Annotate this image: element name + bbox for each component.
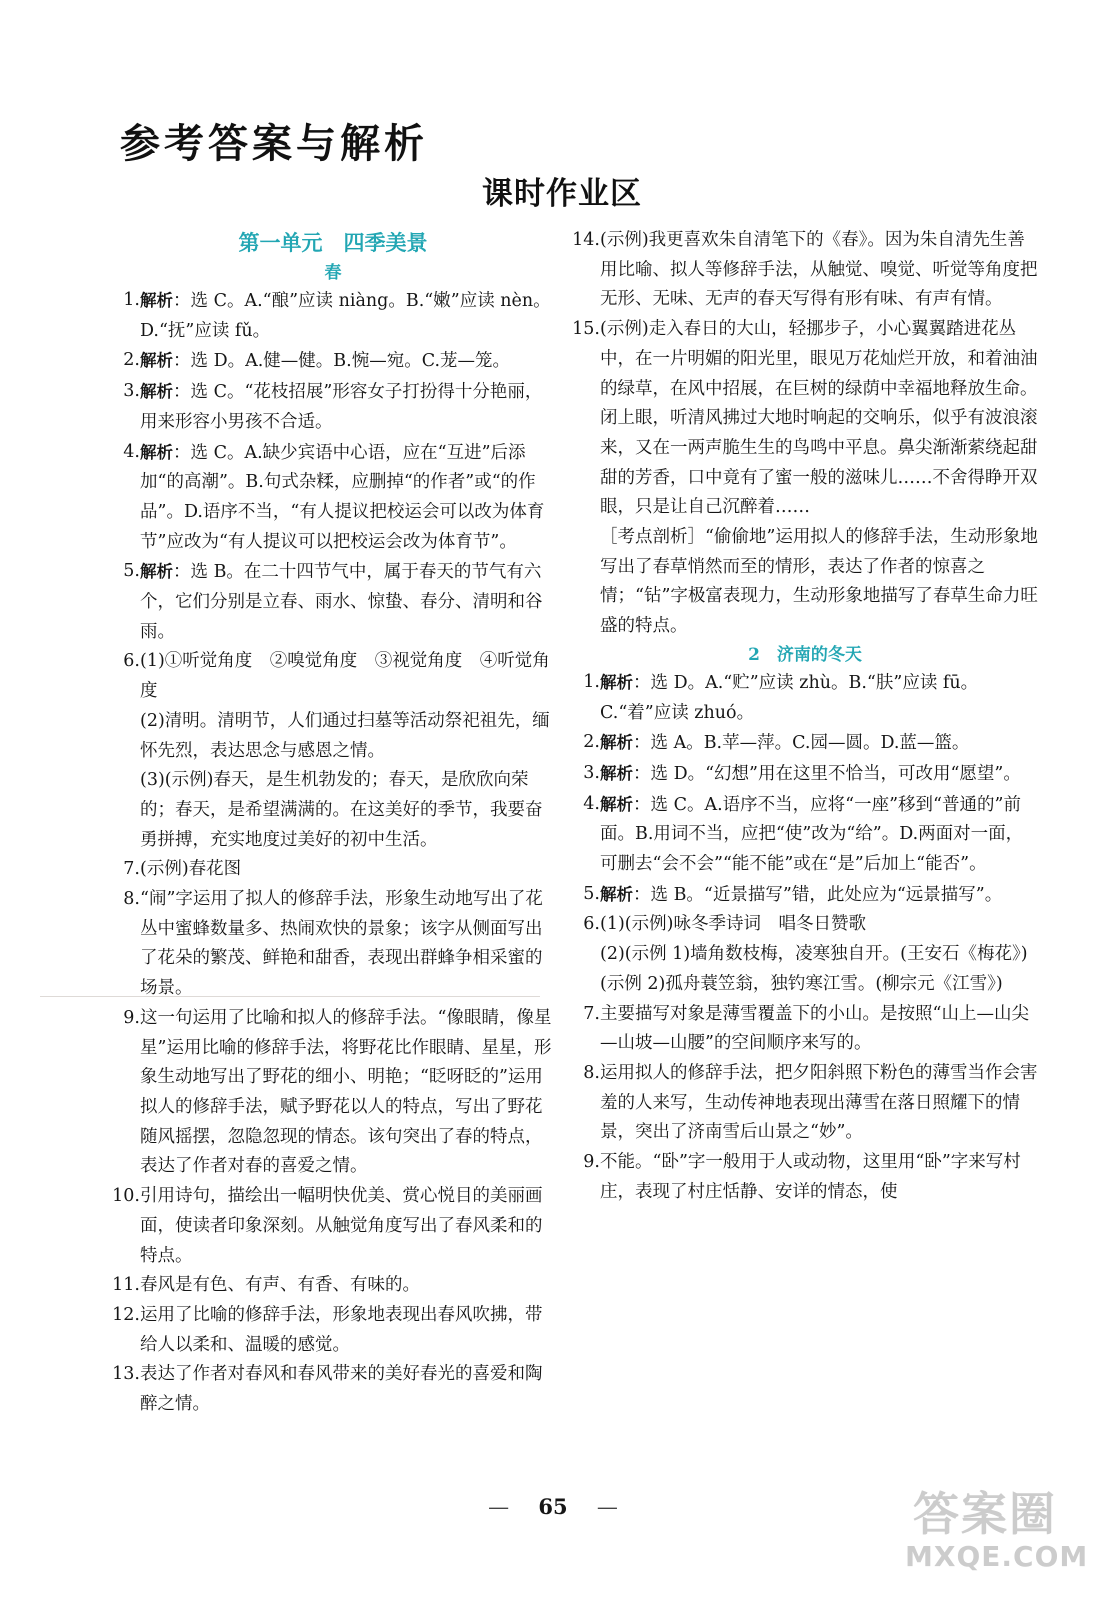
item-number: 8. bbox=[583, 1062, 600, 1083]
item-text: ：选 C。“花枝招展”形容女子打扮得十分艳丽，用来形容小男孩不合适。 bbox=[140, 382, 543, 432]
analysis-label: 解析 bbox=[600, 733, 633, 753]
item-body bbox=[140, 377, 556, 437]
lesson-title: 2 济南的冬天 bbox=[748, 644, 862, 665]
item-number: 1. bbox=[123, 290, 140, 310]
answer-item bbox=[570, 910, 1040, 999]
item-body bbox=[140, 438, 556, 558]
item-text: (2)清明。清明节，人们通过扫墓等活动祭祀祖先，缅怀先烈，表达思念与感恩之情。 bbox=[140, 710, 550, 761]
analysis-label: 解析 bbox=[140, 442, 173, 462]
answer-item bbox=[110, 1182, 556, 1271]
item-body bbox=[140, 286, 556, 346]
item-line bbox=[140, 557, 556, 647]
answer-list bbox=[570, 226, 1040, 642]
answer-item bbox=[570, 315, 1040, 642]
item-number: 15. bbox=[572, 319, 600, 340]
item-line bbox=[600, 790, 1040, 880]
item-body bbox=[140, 1004, 556, 1182]
analysis-label: 解析 bbox=[600, 672, 633, 692]
item-body bbox=[600, 1148, 1040, 1207]
answer-item bbox=[110, 647, 556, 855]
item-number: 2. bbox=[123, 350, 140, 371]
item-line bbox=[600, 668, 1040, 728]
item-text: (示例 2)孤舟蓑笠翁，独钓寒江雪。(柳宗元《江雪》) bbox=[600, 973, 1003, 994]
item-body bbox=[600, 728, 1040, 759]
item-line bbox=[140, 1004, 556, 1182]
item-line bbox=[600, 940, 1040, 970]
item-line bbox=[140, 377, 556, 437]
answer-list bbox=[570, 668, 1040, 1208]
watermark-chars: 答案圈 bbox=[913, 1487, 1057, 1541]
item-body bbox=[140, 1360, 556, 1419]
item-body bbox=[600, 1000, 1040, 1059]
answer-item bbox=[110, 1004, 556, 1182]
item-text: ：选 B。“近景描写”错，此处应为“远景描写”。 bbox=[633, 884, 1003, 905]
item-body bbox=[600, 790, 1040, 880]
item-line bbox=[140, 438, 556, 558]
answer-item bbox=[570, 759, 1040, 790]
answer-item bbox=[570, 1148, 1040, 1207]
item-text: 运用了比喻的修辞手法，形象地表现出春风吹拂，带给人以柔和、温暖的感觉。 bbox=[140, 1304, 543, 1355]
section-title: 课时作业区 bbox=[482, 176, 642, 212]
item-body bbox=[140, 885, 556, 1004]
item-text: (示例)走入春日的大山，轻挪步子，小心翼翼踏进花丛中，在一片明媚的阳光里，眼见万花灿烂开放，和着油油的绿草，在风中招展，在巨树的绿荫中幸福地释放生命。闭上眼，听清风拂过大地时响起的交响乐，似乎有波浪滚来，又在一两声脆生生的鸟鸣中平息。鼻尖渐渐萦绕起甜甜的芳香，口中竟有了蜜一般的滋味儿……不舍得睁开双眼，只是让自己沉醉着…… bbox=[600, 319, 1038, 518]
answer-item bbox=[570, 790, 1040, 880]
item-number: 8. bbox=[123, 889, 140, 910]
item-body bbox=[600, 880, 1040, 911]
right-column bbox=[570, 226, 1040, 1208]
item-line bbox=[140, 1182, 556, 1271]
item-line bbox=[140, 1360, 556, 1419]
answer-item bbox=[570, 1059, 1040, 1148]
item-number: 2. bbox=[583, 732, 600, 753]
item-text: “闹”字运用了拟人的修辞手法，形象生动地写出了花丛中蜜蜂数量多、热闹欢快的景象；该字从侧面写出了花朵的繁茂、鲜艳和甜香，表现出群蜂争相采蜜的场景。 bbox=[140, 889, 543, 999]
item-number: 3. bbox=[583, 762, 600, 783]
item-body bbox=[600, 910, 1040, 999]
item-text: 表达了作者对春风和春风带来的美好春光的喜爱和陶醉之情。 bbox=[140, 1364, 543, 1415]
item-number: 9. bbox=[583, 1152, 600, 1173]
item-number: 12. bbox=[112, 1304, 140, 1325]
item-line bbox=[600, 1000, 1040, 1059]
item-text: ：选 C。A.“酿”应读 niàng。B.“嫩”应读 nèn。D.“抚”应读 fǔ。 bbox=[140, 291, 551, 341]
unit-title: 第一单元 四季美景 bbox=[238, 230, 428, 255]
item-number: 10. bbox=[112, 1186, 140, 1207]
item-text: (示例)春花图 bbox=[140, 859, 242, 880]
answer-item bbox=[110, 885, 556, 1004]
answer-item bbox=[110, 855, 556, 885]
watermark-url: MXQE.COM bbox=[905, 1540, 1089, 1573]
item-line bbox=[600, 970, 1040, 1000]
item-line bbox=[140, 766, 556, 855]
item-text: ：选 A。B.苹—萍。C.园—圆。D.蓝—篮。 bbox=[633, 733, 970, 754]
item-body bbox=[140, 1182, 556, 1271]
analysis-label: 解析 bbox=[140, 562, 173, 582]
answer-item bbox=[110, 1360, 556, 1419]
analysis-label: 解析 bbox=[140, 291, 173, 310]
item-body bbox=[140, 346, 556, 377]
answer-item bbox=[110, 557, 556, 647]
item-number: 6. bbox=[123, 651, 140, 672]
item-body bbox=[140, 1271, 556, 1301]
item-number: 9. bbox=[123, 1007, 140, 1028]
item-line bbox=[140, 885, 556, 1004]
item-line bbox=[140, 855, 556, 885]
item-number: 7. bbox=[123, 859, 140, 880]
item-line bbox=[140, 346, 556, 377]
item-body bbox=[600, 759, 1040, 790]
item-text: (1)(示例)咏冬季诗词 唱冬日赞歌 bbox=[600, 914, 866, 935]
answer-item bbox=[570, 880, 1040, 911]
item-line bbox=[600, 880, 1040, 911]
item-text: 主要描写对象是薄雪覆盖下的小山。是按照“山上—山尖—山坡—山腰”的空间顺序来写的。 bbox=[600, 1003, 1029, 1054]
analysis-label: 解析 bbox=[140, 382, 173, 402]
item-body bbox=[140, 647, 556, 855]
item-line bbox=[600, 226, 1040, 315]
item-text: ：选 B。在二十四节气中，属于春天的节气有六个，它们分别是立春、雨水、惊蛰、春分、清明和谷雨。 bbox=[140, 562, 543, 642]
page-dash: — bbox=[488, 1495, 510, 1519]
item-body bbox=[600, 315, 1040, 642]
item-text: 引用诗句，描绘出一幅明快优美、赏心悦目的美丽画面，使读者印象深刻。从触觉角度写出了春风柔和的特点。 bbox=[140, 1186, 543, 1266]
item-text: ：选 D。“幻想”用在这里不恰当，可改用“愿望”。 bbox=[633, 763, 1021, 784]
answer-list bbox=[110, 286, 556, 1420]
item-line bbox=[140, 707, 556, 766]
answer-item bbox=[110, 1271, 556, 1301]
item-text: ：选 C。A.语序不当，应将“一座”移到“普通的”前面。B.用词不当，应把“使”改为“给”。D.两面对一面，可删去“会不会”“能不能”或在“是”后加上“能否”。 bbox=[600, 794, 1024, 875]
item-line bbox=[600, 759, 1040, 790]
item-body bbox=[600, 226, 1040, 315]
item-body bbox=[140, 855, 556, 885]
item-number: 4. bbox=[583, 793, 600, 814]
analysis-label: 解析 bbox=[600, 763, 633, 783]
answer-item bbox=[570, 226, 1040, 315]
item-number: 5. bbox=[123, 561, 140, 582]
answer-item bbox=[110, 286, 556, 346]
item-line bbox=[140, 1301, 556, 1360]
answer-item bbox=[110, 1301, 556, 1360]
item-line bbox=[600, 910, 1040, 940]
analysis-label: 解析 bbox=[600, 884, 633, 904]
item-number: 1. bbox=[583, 671, 600, 692]
analysis-label: 解析 bbox=[140, 351, 173, 371]
item-number: 13. bbox=[112, 1364, 140, 1385]
item-text: ：选 D。A.健—健。B.惋—宛。C.茏—笼。 bbox=[173, 351, 511, 372]
item-text: 春风是有色、有声、有香、有味的。 bbox=[140, 1275, 420, 1296]
item-line bbox=[140, 647, 556, 706]
item-number: 7. bbox=[583, 1003, 600, 1024]
lesson-title: 春 bbox=[324, 263, 342, 283]
item-number: 5. bbox=[583, 883, 600, 904]
item-text: 这一句运用了比喻和拟人的修辞手法。“像眼睛，像星星”运用比喻的修辞手法，将野花比作眼睛、星星，形象生动地写出了野花的细小、明艳；“眨呀眨的”运用拟人的修辞手法，赋予野花以人的特点，写出了野花随风摇摆，忽隐忽现的情态。该句突出了春的特点，表达了作者对春的喜爱之情。 bbox=[140, 1007, 552, 1177]
item-line bbox=[600, 315, 1040, 523]
page-number-value: 65 bbox=[538, 1494, 568, 1519]
item-number: 11. bbox=[112, 1275, 140, 1296]
item-text: 不能。“卧”字一般用于人或动物，这里用“卧”字来写村庄，表现了村庄恬静、安详的情态，使 bbox=[600, 1152, 1021, 1202]
item-text: (2)(示例 1)墙角数枝梅，凌寒独自开。(王安石《梅花》) bbox=[600, 944, 1028, 965]
answer-item bbox=[570, 1000, 1040, 1059]
item-text: (3)(示例)春天，是生机勃发的；春天，是欣欣向荣的；春天，是希望满满的。在这美好的季节，我要奋勇拼搏，充实地度过美好的初中生活。 bbox=[140, 770, 543, 850]
item-line bbox=[600, 1148, 1040, 1207]
item-body bbox=[600, 668, 1040, 728]
item-text: ［考点剖析］“偷偷地”运用拟人的修辞手法，生动形象地写出了春草悄然而至的情形，表达了作者的惊喜之情；“钻”字极富表现力，生动形象地描写了春草生命力旺盛的特点。 bbox=[600, 527, 1038, 637]
answer-item bbox=[570, 728, 1040, 759]
left-column bbox=[110, 226, 556, 1420]
item-number: 14. bbox=[572, 230, 600, 250]
item-line bbox=[140, 286, 556, 346]
page-title: 参考答案与解析 bbox=[120, 121, 428, 167]
item-line bbox=[600, 728, 1040, 759]
item-text: ：选 C。A.缺少宾语中心语，应在“互进”后添加“的高潮”。B.句式杂糅，应删掉“的作者”或“的作品”。D.语序不当，“有人提议把校运会可以改为体育节”应改为“有人提议可以把校运会改为体育节”。 bbox=[140, 442, 545, 552]
item-text: (1)①听觉角度 ②嗅觉角度 ③视觉角度 ④听觉角度 bbox=[140, 651, 550, 702]
item-number: 4. bbox=[123, 441, 140, 462]
item-body bbox=[140, 557, 556, 647]
scan-fold-line bbox=[40, 996, 540, 997]
item-body bbox=[600, 1059, 1040, 1148]
watermark-logo bbox=[895, 1478, 1095, 1590]
item-text: (示例)我更喜欢朱自清笔下的《春》。因为朱自清先生善用比喻、拟人等修辞手法，从触觉、嗅觉、听觉等角度把无形、无味、无声的春天写得有形有味、有声有情。 bbox=[600, 230, 1038, 310]
analysis-label: 解析 bbox=[600, 794, 633, 814]
item-number: 3. bbox=[123, 381, 140, 402]
item-line bbox=[600, 523, 1040, 642]
item-line bbox=[600, 1059, 1040, 1148]
item-body bbox=[140, 1301, 556, 1360]
item-line bbox=[140, 1271, 556, 1301]
item-text: 运用拟人的修辞手法，把夕阳斜照下粉色的薄雪当作会害羞的人来写，生动传神地表现出薄雪在落日照耀下的情景，突出了济南雪后山景之“妙”。 bbox=[600, 1062, 1038, 1143]
answer-item bbox=[110, 377, 556, 437]
item-text: ：选 D。A.“贮”应读 zhù。B.“肤”应读 fū。C.“着”应读 zhuó。 bbox=[600, 672, 979, 723]
answer-item bbox=[110, 346, 556, 377]
answer-item bbox=[110, 438, 556, 558]
item-number: 6. bbox=[583, 914, 600, 935]
page-dash: — bbox=[596, 1495, 618, 1519]
answer-item bbox=[570, 668, 1040, 728]
